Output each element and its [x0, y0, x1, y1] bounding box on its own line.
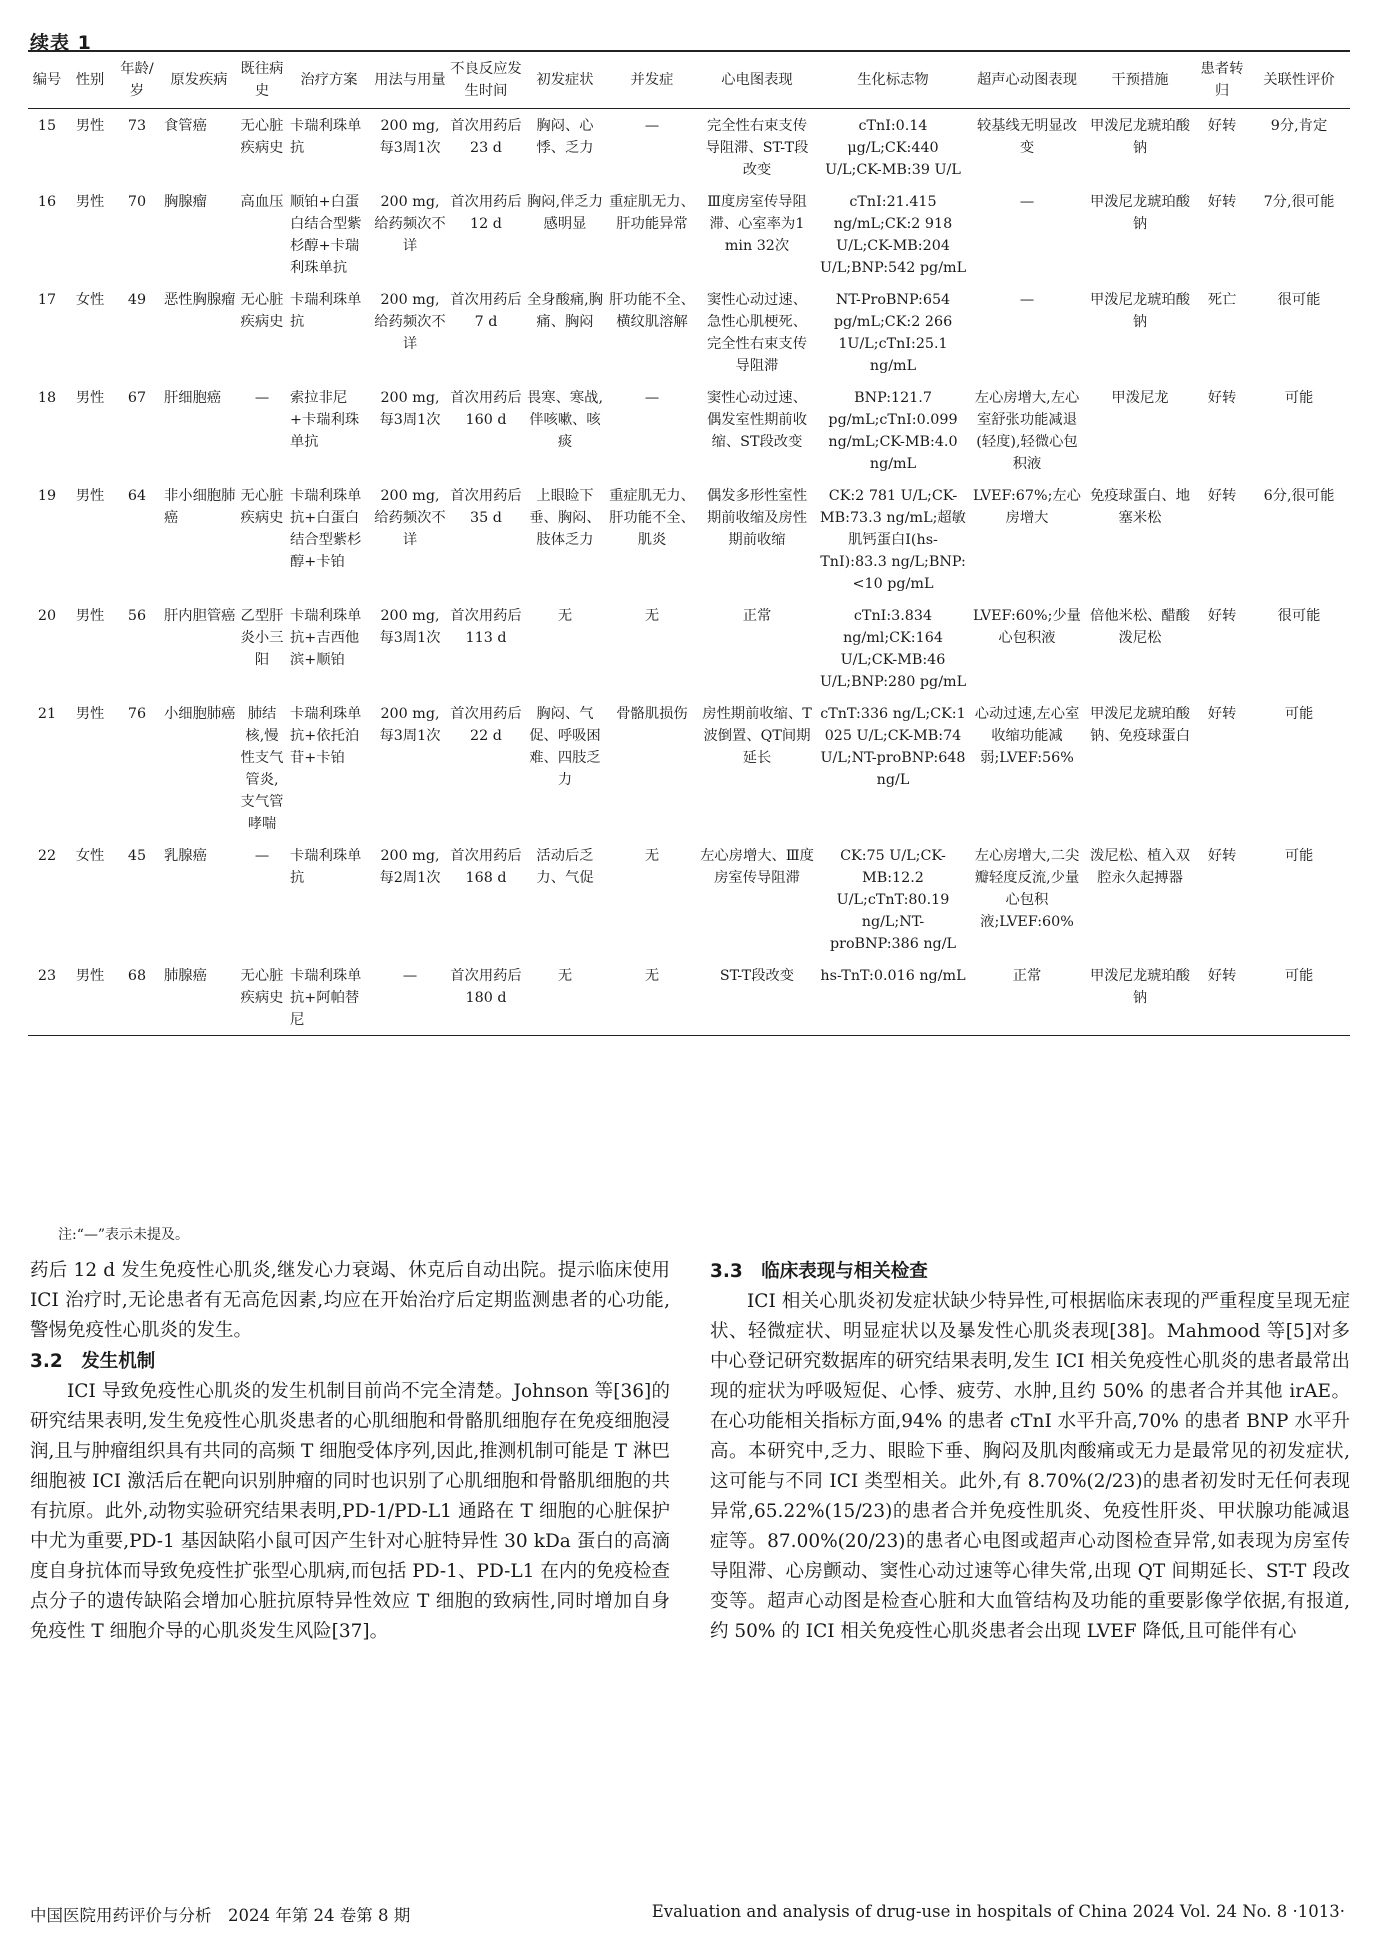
table-cell: 好转 — [1207, 608, 1237, 624]
table-cell: Ⅲ度房室传导阻滞、心室率为1 min 32次 — [707, 194, 807, 254]
table-header-row — [28, 51, 1350, 109]
table-row — [28, 109, 1350, 186]
table-cell: 首次用药后113 d — [450, 608, 522, 646]
table-row — [28, 479, 1350, 599]
table-cell: 首次用药后7 d — [450, 292, 522, 330]
table-cell: 骨骼肌损伤 — [616, 706, 688, 722]
left-column — [30, 1256, 670, 1647]
footer-journal-cn: 中国医院用药评价与分析 2024 年第 24 卷第 8 期 — [30, 1906, 411, 1925]
table-cell: 窦性心动过速、偶发室性期前收缩、ST段改变 — [706, 390, 808, 450]
table-cell: — — [1019, 292, 1035, 308]
column-header: 关联性评价 — [1248, 51, 1350, 109]
table-cell: 9分,肯定 — [1270, 118, 1328, 134]
table-cell: 死亡 — [1207, 292, 1237, 308]
table-cell: 68 — [114, 959, 160, 1036]
table-cell: 男性 — [66, 959, 114, 1036]
table-cell: CK:2 781 U/L;CK-MB:73.3 ng/mL;超敏肌钙蛋白I(hs-TnI):83.3 ng/L;BNP:<10 pg/mL — [820, 488, 966, 592]
table-cell: 正常 — [742, 608, 772, 624]
table-cell: 首次用药后35 d — [450, 488, 522, 526]
table-cell: 卡瑞利珠单抗+阿帕替尼 — [286, 959, 372, 1036]
table-cell: 女性 — [75, 848, 105, 864]
table-cell: 200 mg,每2周1次 — [379, 848, 441, 886]
table-cell: 胸腺瘤 — [164, 194, 207, 210]
column-header: 初发症状 — [524, 51, 606, 109]
table-cell: 男性 — [75, 608, 105, 624]
table-cell: 200 mg,给药频次不详 — [374, 488, 446, 548]
table-cell: 无心脏疾病史 — [240, 292, 284, 330]
table-cell: 肺结核,慢性支气管炎,支气管哮喘 — [240, 706, 284, 832]
table-cell: 很可能 — [1277, 608, 1321, 624]
column-header: 不良反应发生时间 — [448, 51, 524, 109]
table-cell: 食管癌 — [164, 118, 207, 134]
table-cell: 7分,很可能 — [1263, 194, 1335, 210]
table-cell: 女性 — [75, 292, 105, 308]
table-row — [28, 283, 1350, 381]
table-cell: 肝功能不全、横纹肌溶解 — [609, 292, 695, 330]
column-header: 干预措施 — [1084, 51, 1196, 109]
table-cell: 男性 — [75, 706, 105, 722]
table-cell: 70 — [127, 194, 147, 210]
table-cell: 顺铂+白蛋白结合型紫杉醇+卡瑞利珠单抗 — [290, 194, 362, 276]
table-cell: cTnI:0.14 μg/L;CK:440 U/L;CK-MB:39 U/L — [825, 118, 961, 178]
table-cell: 20 — [37, 608, 57, 624]
continuation-paragraph: 药后 12 d 发生免疫性心肌炎,继发心力衰竭、休克后自动出院。提示临床使用 ICI 治疗时,无论患者有无高危因素,均应在开始治疗后定期监测患者的心功能,警惕免疫性心肌炎的发生。 — [30, 1260, 670, 1341]
table-cell: 男性 — [75, 488, 105, 504]
column-header: 编号 — [28, 51, 66, 109]
table-cell: cTnI:21.415 ng/mL;CK:2 918 U/L;CK-MB:204 U/L;BNP:542 pg/mL — [819, 194, 967, 276]
table-cell: 15 — [37, 118, 57, 134]
column-header: 治疗方案 — [286, 51, 372, 109]
table-cell: 房性期前收缩、T波倒置、QT间期延长 — [702, 706, 812, 766]
table-cell: 左心房增大,二尖瓣轻度反流,少量心包积液;LVEF:60% — [974, 848, 1080, 930]
table-cell: 卡瑞利珠单抗 — [290, 848, 362, 886]
table-cell: 全身酸痛,胸痛、胸闷 — [526, 292, 604, 330]
table-cell: 好转 — [1207, 488, 1237, 504]
table-cell: 甲泼尼龙琥珀酸钠、免疫球蛋白 — [1089, 706, 1191, 744]
column-header: 原发疾病 — [160, 51, 238, 109]
table-cell: 畏寒、寒战,伴咳嗽、咳痰 — [526, 390, 604, 450]
table-cell: 76 — [127, 706, 147, 722]
column-header: 并发症 — [606, 51, 698, 109]
table-cell: 胸闷,伴乏力感明显 — [526, 194, 604, 232]
column-header: 既往病史 — [238, 51, 286, 109]
table-cell: 左心房增大,左心室舒张功能减退(轻度),轻微心包积液 — [974, 390, 1080, 472]
table-cell: 男性 — [75, 390, 105, 406]
table-cell: 很可能 — [1277, 292, 1321, 308]
table-cell: 17 — [37, 292, 57, 308]
table-cell: 甲泼尼龙琥珀酸钠 — [1089, 292, 1191, 330]
table-row — [28, 599, 1350, 697]
table-cell: cTnI:3.834 ng/ml;CK:164 U/L;CK-MB:46 U/L;BNP:280 pg/mL — [819, 608, 967, 690]
table-cell: 56 — [127, 608, 147, 624]
table-cell: 200 mg,每3周1次 — [379, 118, 441, 156]
table-cell: 左心房增大、Ⅲ度房室传导阻滞 — [700, 848, 814, 886]
table-cell: 无心脏疾病史 — [240, 118, 284, 156]
table-cell: ST-T段改变 — [698, 959, 816, 1036]
table-cell: 首次用药后160 d — [450, 390, 522, 428]
section-heading-3-2: 3.2 发生机制 — [30, 1351, 156, 1372]
table-cell: 胸闷、心悸、乏力 — [536, 118, 594, 156]
table-cell: 乙型肝炎小三阳 — [240, 608, 284, 668]
table-cell: 好转 — [1207, 706, 1237, 722]
body-paragraph: ICI 相关心肌炎初发症状缺少特异性,可根据临床表现的严重程度呈现无症状、轻微症状、明显症状以及暴发性心肌炎表现[38]。Mahmood 等[5]对多中心登记研究数据库的研究结果表明,发生 ICI 相关免疫性心肌炎的患者最常出现的症状为呼吸短促、心悸、疲劳、水肿,且约 50% 的患者合并其他 irAE。在心功能相关指标方面,94% 的患者 cTnI 水平升高,70% 的患者 BNP 水平升高。本研究中,乏力、眼睑下垂、胸闷及肌肉酸痛或无力是最常见的初发症状,这可能与不同 ICI 类型相关。此外,有 8.70%(2/23)的患者初发时无任何表现异常,65.22%(15/23)的患者合并免疫性肌炎、免疫性肝炎、甲状腺功能减退症等。87.00%(20/23)的患者心电图或超声心动图检查异常,如表现为房室传导阻滞、心房颤动、窦性心动过速等心律失常,出现 QT 间期延长、ST-T 段改变等。超声心动图是检查心脏和大血管结构及功能的重要影像学依据,有报道,约 50% 的 ICI 相关免疫性心肌炎患者会出现 LVEF 降低,且可能伴有心 — [710, 1291, 1350, 1642]
column-header: 年龄/岁 — [114, 51, 160, 109]
table-cell: CK:75 U/L;CK-MB:12.2 U/L;cTnT:80.19 ng/L;NT-proBNP:386 ng/L — [829, 848, 957, 952]
table-cell: 甲泼尼龙 — [1111, 390, 1169, 406]
table-cell: 好转 — [1207, 390, 1237, 406]
table-cell: 男性 — [75, 118, 105, 134]
table-cell: 45 — [127, 848, 147, 864]
table-cell: 倍他米松、醋酸泼尼松 — [1089, 608, 1191, 646]
table-cell: 卡瑞利珠单抗+白蛋白结合型紫杉醇+卡铂 — [290, 488, 362, 570]
table-cell: LVEF:67%;左心房增大 — [973, 488, 1081, 526]
table-cell: 重症肌无力、肝功能异常 — [609, 194, 695, 232]
table-cell: 好转 — [1207, 118, 1237, 134]
table-cell: 首次用药后168 d — [450, 848, 522, 886]
table-cell: 窦性心动过速、急性心肌梗死、完全性右束支传导阻滞 — [706, 292, 808, 374]
table-body — [28, 109, 1350, 1036]
table-cell: — — [372, 959, 448, 1036]
column-header: 超声心动图表现 — [970, 51, 1084, 109]
table-cell: 67 — [127, 390, 147, 406]
table-cell: 首次用药后23 d — [450, 118, 522, 156]
table-cell: 偶发多形性室性期前收缩及房性期前收缩 — [706, 488, 808, 548]
table-cell: — — [254, 848, 270, 864]
table-cell: — — [644, 390, 660, 406]
table-cell: 无 — [524, 959, 606, 1036]
table-cell: 可能 — [1284, 706, 1314, 722]
column-header: 用法与用量 — [372, 51, 448, 109]
column-header: 性别 — [66, 51, 114, 109]
table-cell: 卡瑞利珠单抗+依托泊苷+卡铂 — [290, 706, 362, 766]
table-cell: 好转 — [1196, 959, 1248, 1036]
table-cell: 卡瑞利珠单抗 — [290, 118, 362, 156]
column-header: 生化标志物 — [816, 51, 970, 109]
table-cell: 19 — [37, 488, 57, 504]
table-cell: 无 — [557, 608, 573, 624]
table-cell: 正常 — [970, 959, 1084, 1036]
table-row — [28, 959, 1350, 1036]
table-cell: 6分,很可能 — [1263, 488, 1335, 504]
table-cell: — — [254, 390, 270, 406]
table-cell: cTnT:336 ng/L;CK:1 025 U/L;CK-MB:74 U/L;NT-proBNP:648 ng/L — [820, 706, 966, 788]
table-cell: 49 — [127, 292, 147, 308]
table-cell: 64 — [127, 488, 147, 504]
table-cell: 完全性右束支传导阻滞、ST-T段改变 — [705, 118, 809, 178]
table-cell: 23 — [28, 959, 66, 1036]
table-cell: 200 mg,每3周1次 — [379, 608, 441, 646]
table-cell: 首次用药后12 d — [450, 194, 522, 232]
table-cell: 男性 — [75, 194, 105, 210]
table-cell: 200 mg,给药频次不详 — [374, 292, 446, 352]
table-cell: 200 mg,每3周1次 — [379, 706, 441, 744]
table-cell: 无心脏疾病史 — [240, 488, 284, 526]
table-cell: 可能 — [1284, 390, 1314, 406]
table-cell: 泼尼松、植入双腔永久起搏器 — [1089, 848, 1191, 886]
table-cell: hs-TnT:0.016 ng/mL — [816, 959, 970, 1036]
table-cell: — — [644, 118, 660, 134]
table-cell: 卡瑞利珠单抗 — [290, 292, 362, 330]
table-cell: 甲泼尼龙琥珀酸钠 — [1084, 959, 1196, 1036]
table-cell: 可能 — [1284, 848, 1314, 864]
table-cell: 18 — [37, 390, 57, 406]
footer-journal-en: Evaluation and analysis of drug-use in hospitals of China 2024 Vol. 24 No. 8 ·1013· — [651, 1902, 1345, 1921]
table-cell: 较基线无明显改变 — [976, 118, 1078, 156]
table-cell: BNP:121.7 pg/mL;cTnI:0.099 ng/mL;CK-MB:4.0 ng/mL — [828, 390, 958, 472]
table-cell: 肝内胆管癌 — [164, 608, 236, 624]
table-cell: 免疫球蛋白、地塞米松 — [1089, 488, 1191, 526]
section-heading-3-3: 3.3 临床表现与相关检查 — [710, 1261, 928, 1282]
table-cell: 无 — [644, 608, 660, 624]
table-cell: 活动后乏力、气促 — [536, 848, 594, 886]
table-cell: 可能 — [1248, 959, 1350, 1036]
table-cell: 重症肌无力、肝功能不全、肌炎 — [609, 488, 695, 548]
table-row — [28, 381, 1350, 479]
table-cell: 21 — [37, 706, 57, 722]
case-table — [28, 50, 1350, 1036]
table-cell: 高血压 — [240, 194, 284, 210]
table-cell: 非小细胞肺癌 — [164, 488, 236, 526]
column-header: 患者转归 — [1196, 51, 1248, 109]
table-cell: 乳腺癌 — [164, 848, 207, 864]
table-cell: 小细胞肺癌 — [164, 706, 236, 722]
table-row — [28, 697, 1350, 839]
column-header: 心电图表现 — [698, 51, 816, 109]
table-cell: 上眼睑下垂、胸闷、肢体乏力 — [529, 488, 601, 548]
table-cell: 好转 — [1207, 194, 1237, 210]
table-cell: 胸闷、气促、呼吸困难、四肢乏力 — [529, 706, 601, 788]
table-cell: 200 mg,给药频次不详 — [374, 194, 446, 254]
table-row — [28, 839, 1350, 959]
table-cell: 200 mg,每3周1次 — [379, 390, 441, 428]
table-cell: 肺腺癌 — [160, 959, 238, 1036]
table-cell: 22 — [37, 848, 57, 864]
table-cell: 索拉非尼+卡瑞利珠单抗 — [290, 390, 360, 450]
table-cell: 16 — [37, 194, 57, 210]
table-cell: 首次用药后180 d — [448, 959, 524, 1036]
table-cell: NT-ProBNP:654 pg/mL;CK:2 266 1U/L;cTnI:25.1 ng/mL — [833, 292, 953, 374]
right-column — [710, 1256, 1350, 1647]
table-cell: 甲泼尼龙琥珀酸钠 — [1089, 194, 1191, 232]
table-caption: 续表 1 — [30, 32, 92, 54]
table-cell: 首次用药后22 d — [450, 706, 522, 744]
table-cell: 无 — [606, 959, 698, 1036]
table-cell: 恶性胸腺瘤 — [164, 292, 236, 308]
table-cell: 心动过速,左心室收缩功能减弱;LVEF:56% — [974, 706, 1080, 766]
table-cell: 肝细胞癌 — [164, 390, 222, 406]
table-cell: 无心脏疾病史 — [238, 959, 286, 1036]
table-cell: — — [1019, 194, 1035, 210]
table-cell: LVEF:60%;少量心包积液 — [973, 608, 1081, 646]
table-cell: 甲泼尼龙琥珀酸钠 — [1089, 118, 1191, 156]
table-cell: 好转 — [1207, 848, 1237, 864]
table-cell: 73 — [127, 118, 147, 134]
table-note: 注:“—”表示未提及。 — [58, 1227, 190, 1243]
table-cell: 卡瑞利珠单抗+吉西他滨+顺铂 — [290, 608, 362, 668]
table-cell: 无 — [644, 848, 660, 864]
table-row — [28, 185, 1350, 283]
body-paragraph: ICI 导致免疫性心肌炎的发生机制目前尚不完全清楚。Johnson 等[36]的研究结果表明,发生免疫性心肌炎患者的心肌细胞和骨骼肌细胞存在免疫细胞浸润,且与肿瘤组织具有共同的高频 T 细胞受体序列,因此,推测机制可能是 T 淋巴细胞被 ICI 激活后在靶向识别肿瘤的同时也识别了心肌细胞和骨骼肌细胞的共有抗原。此外,动物实验研究结果表明,PD-1/PD-L1 通路在 T 细胞的心脏保护中尤为重要,PD-1 基因缺陷小鼠可因产生针对心脏特异性 30 kDa 蛋白的高滴度自身抗体而导致免疫性扩张型心肌病,而包括 PD-1、PD-L1 在内的免疫检查点分子的遗传缺陷会增加心脏抗原特异性效应 T 细胞的致病性,同时增加自身免疫性 T 细胞介导的心肌炎发生风险[37]。 — [30, 1381, 670, 1642]
